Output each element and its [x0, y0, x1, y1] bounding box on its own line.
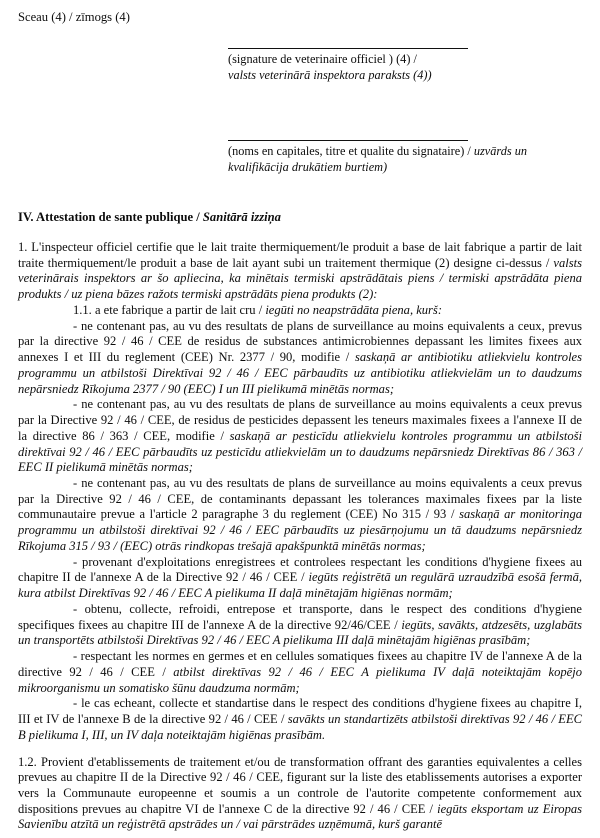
text-run-sep: /: [162, 664, 174, 679]
signature-block-name-title: [228, 140, 528, 175]
paragraph: [18, 602, 582, 649]
text-run-fr: - obtenu, collecte, refroidi, entrepose et transporte, dans le respect des conditions d'hygiene specifiques fixees au chapitre III de l'annexe A de la directive 92/46/CEE: [18, 601, 582, 632]
text-run-lv: savākts un standartizēts atbilstoši direktīvas 92 / 46 / EEC B pielikuma I, III, un IV daļa noteiktajām higiēnas prasībām.: [18, 712, 582, 742]
text-run-fr: - respectant les normes en germes et en cellules somatiques fixees au chapitre IV de l'annexe A de la directive 92 / 46 / CEE: [18, 649, 582, 679]
certificate-body: [18, 240, 582, 833]
text-run-fr: - le cas echeant, collecte et standartise dans le respect des conditions d'hygiene fixees au chapitre I, III et IV de l'annexe B de la directive 92 / 46 / CEE: [18, 696, 582, 727]
section-heading: [18, 210, 281, 225]
paragraph: [18, 303, 582, 319]
text-run-sep: /: [429, 801, 438, 816]
text-run-lv: iegūts eksportam uz Eiropas Savienību atzītā un reģistrētā apstrādes un / vai pārstrādes uzņēmumā, kurš garantē: [18, 801, 583, 832]
text-run-lv: iegūti no neapstrādāta piena, kurš:: [265, 302, 442, 317]
text-run-fr: - provenant d'exploitations enregistrees et controlees respectant les conditions d'hygiene fixees au chapitre II de l'annexe A de la Directive 92 / 46 / CEE: [18, 554, 582, 585]
signature-caption-lv: uzvārds un kvalifikācija drukātiem burtiem): [228, 144, 528, 174]
section-title-separator: /: [193, 210, 203, 224]
text-run-lv: saskaņā ar pesticīdu atliekvielu kontroles programmu un atbilstoši direktīvai 92 / 46 / EEC pārbaudīts uz pesticīdu atliekvielām un to daudzums nepārsniedz Direktīvas 86 / 363 / EEC II pielikumā minētās normas;: [18, 428, 582, 475]
text-run-sep: /: [450, 507, 460, 522]
section-title-lv: Sanitārā izziņa: [202, 210, 281, 224]
text-run-fr: - ne contenant pas, au vu des resultats de plans de surveillance au moins equivalents a ceux prevus par la Directive 92 / 46 / CEE, de contaminants depassant les tolerances maximales fixees par la liste communautaire prevue a l'article 2 paragraphe 3 du reglement (CEE) No 315 / 93: [18, 476, 582, 522]
paragraph: [18, 555, 582, 602]
text-run-lv: iegūts reģistrētā un regulārā uzraudzībā esošā fermā, kura atbilst Direktīvas 92 / 46 / EEC A pielikuma II daļā minētajām higiēnas normām;: [18, 570, 582, 601]
text-run-lv: valsts veterinārais inspektors ar šo apliecina, ka minētais termiski apstrādātais piens / termiski apstrādāta piena produkts / uz piena bāzes ražots termiski apstrādāts piena produkts (2):: [18, 255, 582, 302]
signature-caption: [228, 144, 528, 175]
signature-block-veterinarian: [228, 48, 528, 83]
text-run-lv: atbilst direktīvas 92 / 46 / EEC A pielikuma IV daļā noteiktajām kopējo mikroorganismu un somatisko šūnu daudzuma normām;: [18, 664, 582, 695]
paragraph: [18, 397, 582, 476]
text-run-sep: /: [394, 617, 402, 632]
text-run-lv: saskaņā ar monitoringa programmu un atbilstoši direktīvai 92 / 46 / EEC pārbaudīts uz piesārņojumu un tā daudzums nepārsniedz Rīkojuma 315 / 93 / (EEC) otrās rindkopas trešajā apakšpunktā minētās normas;: [18, 507, 582, 553]
text-run-sep: /: [258, 302, 266, 317]
paragraph: [18, 755, 582, 834]
signature-caption-lv: valsts veterinārā inspektora paraksts (4)): [228, 67, 432, 82]
seal-caption: Sceau (4) / zīmogs (4): [18, 10, 130, 24]
section-title-fr: Attestation de sante publique: [36, 210, 194, 224]
paragraph: [18, 696, 582, 743]
text-run-fr: - ne contenant pas, au vu des resultats de plans de surveillance au moins equivalents a ceux prevus par la Directive 92 / 46 / CEE, de residus de pesticides depassent les teneurs maximales fixees a l'annexe II de la directive 86 / 363 / CEE, modifie: [18, 397, 582, 443]
text-run-sep: /: [545, 255, 554, 270]
paragraph: [18, 649, 582, 696]
text-run-fr: 1.1. a ete fabrique a partir de lait cru: [73, 302, 259, 317]
paragraph: [18, 476, 582, 555]
text-run-fr: 1.2. Provient d'etablissements de traitement et/ou de transformation offrant des garanties equivalentes a celles prevues au chapitre II de la Directive 92 / 46 / CEE, figurant sur la liste des etablissements autorises a exporter vers la Communaute europeenne et soumis a un controle de l'autorite competente conformement aux dispositions prevues au chapitre VI de l'annexe C de la directive 92 / 46 / CEE: [18, 754, 582, 816]
text-run-fr: - ne contenant pas, au vu des resultats de plans de surveillance au moins equivalents a ceux, prevus par la directive 92 / 46 / CEE de residus de substances antimicrobiennes depassant les limites fixees aux annexes I et III du reglement (CEE) Nr. 2377 / 90, modifie: [18, 318, 582, 365]
signature-caption-fr: (signature de veterinaire officiel ) (4) /: [228, 52, 417, 66]
text-run-sep: /: [345, 350, 355, 365]
text-run-fr: 1. L'inspecteur officiel certifie que le lait traite thermiquement/le produit a base de lait fabrique a partir de lait traite thermiquement/le produit a base de lait ayant subi un traitement thermique (2) designe ci-dessus: [18, 240, 582, 270]
text-run-sep: /: [301, 570, 309, 585]
text-run-lv: saskaņā ar antibiotiku atliekvielu kontroles programmu un atbilstoši Direktīvai 92 / 46 / EEC pārbaudīts uz antibiotiku atliekvielām un to daudzums nepārsniedz Rīkojuma 2377 / 90 (EEC) I un III pielikumā minētās normas;: [18, 350, 583, 396]
text-run-lv: iegūts, savākts, atdzesēts, uzglabāts un transportēts atbilstoši Direktīvas 92 / 46 / EEC A pielikuma III daļā minētajām higiēnas prasībām;: [18, 617, 583, 648]
paragraph: [18, 319, 582, 398]
section-number: IV.: [18, 210, 34, 224]
signature-caption-fr: (noms en capitales, titre et qualite du signataire) /: [228, 144, 471, 158]
text-run-sep: /: [280, 712, 288, 727]
signature-rule: [228, 48, 468, 49]
signature-caption: [228, 52, 528, 83]
signature-rule: [228, 140, 468, 141]
paragraph: [18, 240, 582, 303]
text-run-sep: /: [220, 428, 230, 443]
